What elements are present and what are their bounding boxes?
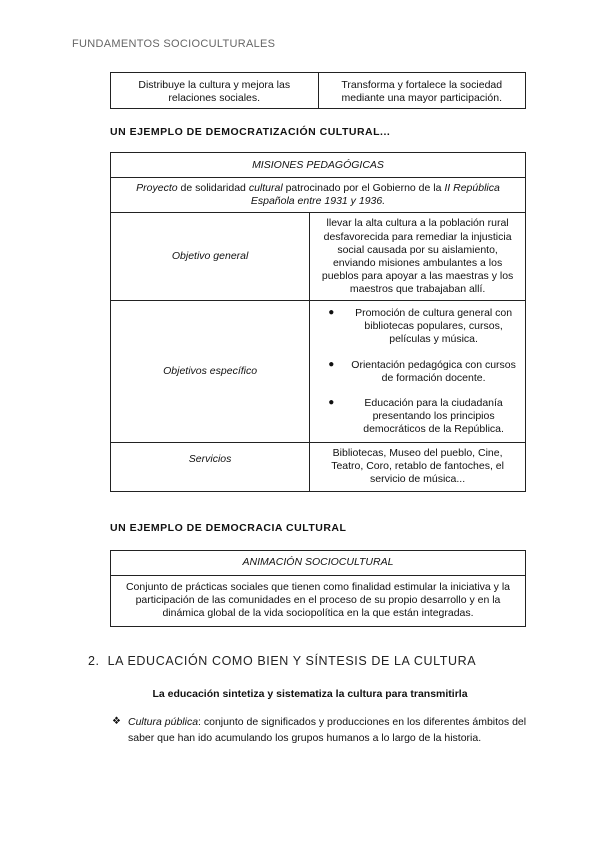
list-item: [328, 307, 519, 346]
bullet-dot-icon: ●: [328, 396, 335, 408]
value-servicios: Bibliotecas, Museo del pueblo, Cine, Teatro, Coro, retablo de fantoches, el servicio de música...: [310, 443, 526, 491]
bullet-text: : conjunto de significados y producciones en los diferentes ámbitos del saber que han ido acumulando los grupos humanos a lo largo de la historia.: [128, 716, 527, 745]
objetivos-list: [316, 307, 519, 436]
bullet-term: Cultura pública: [128, 716, 199, 728]
page-header: FUNDAMENTOS SOCIOCULTURALES: [72, 38, 276, 50]
bullet-paragraph: [112, 714, 528, 747]
comparison-table: [110, 72, 526, 109]
intro-proyecto: Proyecto: [136, 182, 178, 195]
heading-democracia: UN EJEMPLO DE DEMOCRACIA CULTURAL: [110, 522, 347, 534]
intro-republica: II República Española entre 1931 y 1936.: [250, 182, 500, 208]
misiones-table: [110, 152, 526, 492]
list-item-text: Orientación pedagógica con cursos de formación docente.: [351, 358, 516, 384]
bullet-dot-icon: ●: [328, 358, 335, 370]
subheading: La educación sintetiza y sistematiza la cultura para transmitirla: [152, 688, 468, 700]
section-number: 2.: [88, 654, 100, 668]
label-servicios: Servicios: [111, 443, 310, 491]
intro-cultural: cultural: [248, 182, 283, 195]
diamond-bullet-icon: ❖: [112, 716, 121, 727]
value-objetivos-especifico: [310, 301, 526, 443]
list-item-text: Educación para la ciudadanía presentando los principios democráticos de la República.: [363, 396, 504, 435]
heading-democratizacion: UN EJEMPLO DE DEMOCRATIZACIÓN CULTURAL...: [110, 126, 391, 138]
intro-text-2: patrocinado por el Gobierno de la: [282, 182, 445, 195]
list-item: [328, 396, 519, 436]
animacion-title: ANIMACIÓN SOCIOCULTURAL: [111, 551, 526, 576]
section-heading: [88, 654, 476, 668]
value-objetivo-general: llevar la alta cultura a la población rural desfavorecida para remediar la injusticia social causada por su aislamiento, enviando misiones ambulantes a los pueblos para apoyar a las maestras y los maestros que trabajaban allí.: [310, 213, 526, 301]
bullet-dot-icon: ●: [328, 307, 335, 319]
list-item: [328, 358, 519, 385]
cell-left: Distribuye la cultura y mejora las relaciones sociales.: [111, 73, 319, 109]
section-title: LA EDUCACIÓN COMO BIEN Y SÍNTESIS DE LA CULTURA: [107, 654, 477, 668]
misiones-title: MISIONES PEDAGÓGICAS: [111, 153, 526, 178]
label-objetivos-especifico: Objetivos específico: [111, 301, 310, 443]
intro-text-1: de solidaridad: [177, 182, 249, 195]
misiones-intro: [111, 178, 526, 213]
animacion-body: Conjunto de prácticas sociales que tienen como finalidad estimular la iniciativa y la participación de las comunidades en el proceso de su propio desarrollo y en la dinámica global de la vida sociopolítica en la que están integradas.: [111, 576, 526, 626]
list-item-text: Promoción de cultura general con bibliotecas populares, cursos, películas y música.: [355, 307, 513, 346]
animacion-table: [110, 550, 526, 627]
cell-right: Transforma y fortalece la sociedad mediante una mayor participación.: [318, 73, 526, 109]
label-objetivo-general: Objetivo general: [111, 213, 310, 301]
